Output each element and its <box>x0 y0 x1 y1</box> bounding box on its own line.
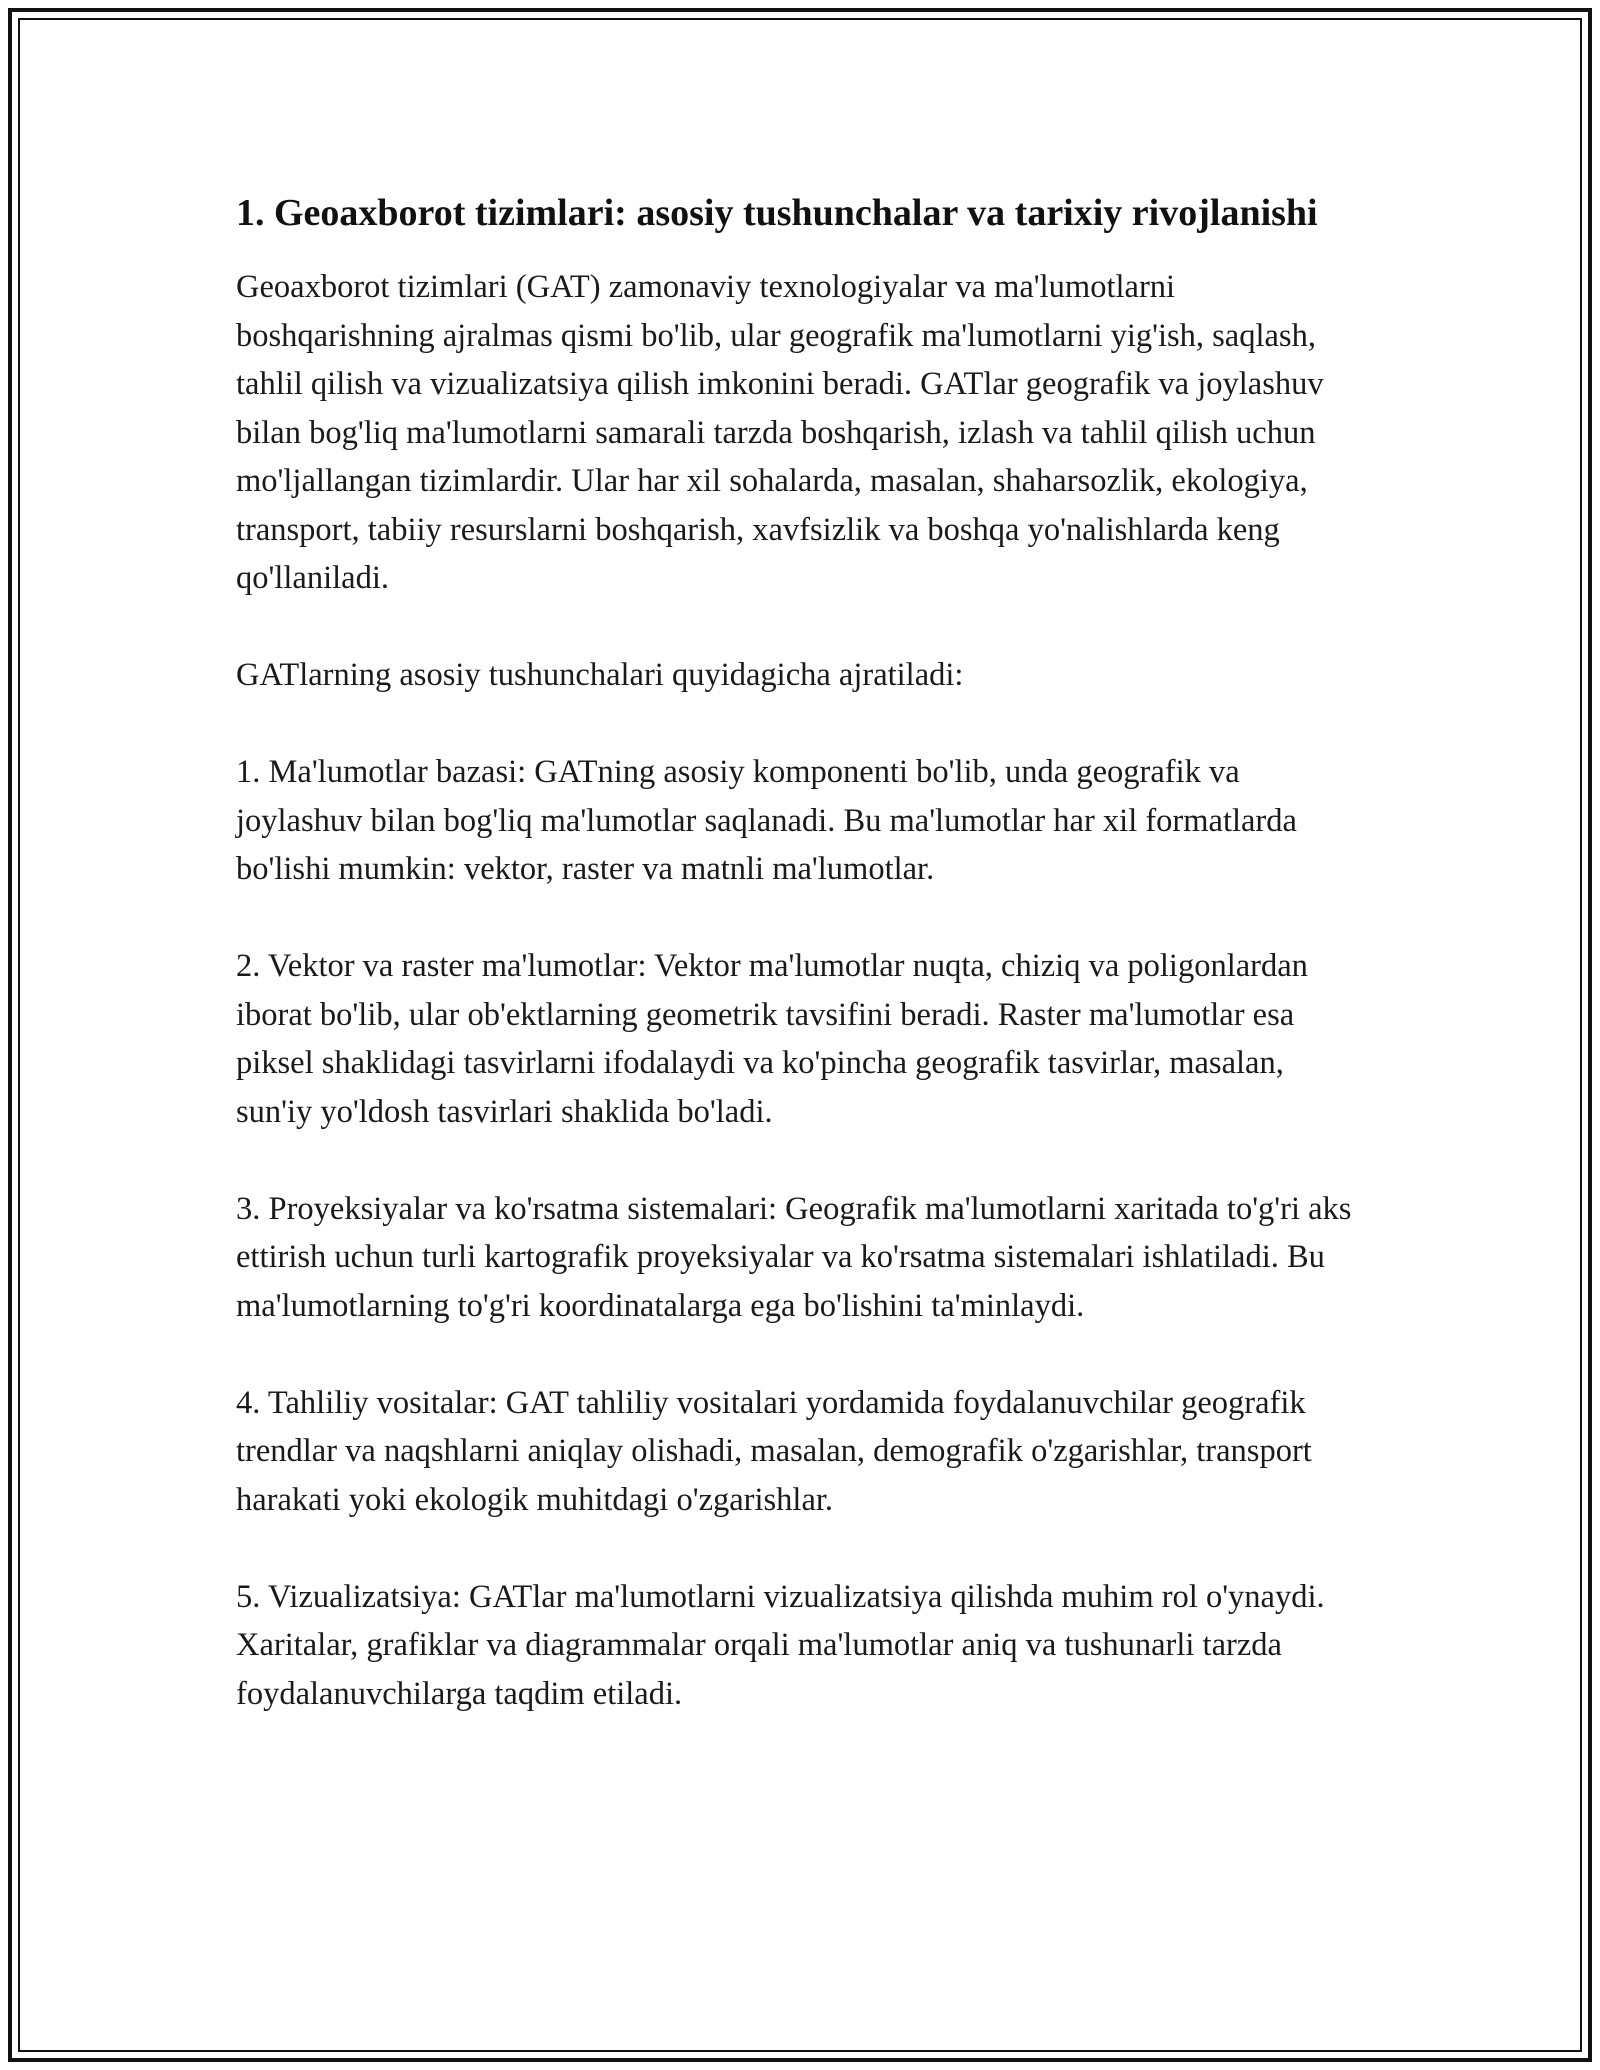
intro-paragraph: Geoaxborot tizimlari (GAT) zamonaviy texnologiyalar va ma'lumotlarni boshqarishning ajralmas qismi bo'lib, ular geografik ma'lumotlarni yig'ish, saqlash, tahlil qilish va vizualizatsiya qilish imkonini beradi. GATlar geografik va joylashuv bilan bog'liq ma'lumotlarni samarali tarzda boshqarish, izlash va tahlil qilish uchun mo'ljallangan tizimlardir. Ular har xil sohalarda, masalan, shaharsozlik, ekologiya, transport, tabiiy resurslarni boshqarish, xavfsizlik va boshqa yo'nalishlarda keng qo'llaniladi. <box>236 269 1324 596</box>
list-item-projections: 3. Proyeksiyalar va ko'rsatma sistemalari: Geografik ma'lumotlarni xaritada to'g'ri aks ettirish uchun turli kartografik proyeksiyalar va ko'rsatma sistemalari ishlatiladi. Bu ma'lumotlarning to'g'ri koordinatalarga ega bo'lishini ta'minlaydi. <box>236 1190 1352 1324</box>
spacer <box>236 894 1366 943</box>
spacer <box>236 1136 1366 1185</box>
spacer <box>236 241 1366 263</box>
document-body <box>236 186 1366 1718</box>
list-item-analysis-tools: 4. Tahliliy vositalar: GAT tahliliy vositalari yordamida foydalanuvchilar geografik trendlar va naqshlarni aniqlay olishadi, masalan, demografik o'zgarishlar, transport harakati yoki ekologik muhitdagi o'zgarishlar. <box>236 1384 1312 1518</box>
lead-paragraph: GATlarning asosiy tushunchalari quyidagicha ajratiladi: <box>236 657 964 693</box>
list-item-visualization: 5. Vizualizatsiya: GATlar ma'lumotlarni vizualizatsiya qilishda muhim rol o'ynaydi. Xaritalar, grafiklar va diagrammalar orqali ma'lumotlar aniq va tushunarli tarzda foydalanuvchilarga taqdim etiladi. <box>236 1578 1325 1712</box>
spacer <box>236 1524 1366 1573</box>
section-title: 1. Geoaxborot tizimlari: asosiy tushunchalar va tarixiy rivojlanishi <box>236 192 1318 234</box>
spacer <box>236 1330 1366 1379</box>
list-item-data-base: 1. Ma'lumotlar bazasi: GATning asosiy komponenti bo'lib, unda geografik va joylashuv bilan bog'liq ma'lumotlar saqlanadi. Bu ma'lumotlar har xil formatlarda bo'lishi mumkin: vektor, raster va matnli ma'lumotlar. <box>236 754 1297 887</box>
list-item-vector-raster: 2. Vektor va raster ma'lumotlar: Vektor ma'lumotlar nuqta, chiziq va poligonlardan iborat bo'lib, ular ob'ektlarning geometrik tavsifini beradi. Raster ma'lumotlar esa piksel shaklidagi tasvirlarni ifodalaydi va ko'pincha geografik tasvirlar, masalan, sun'iy yo'ldosh tasvirlari shaklida bo'ladi. <box>236 948 1308 1130</box>
spacer <box>236 700 1366 749</box>
spacer <box>236 603 1366 652</box>
